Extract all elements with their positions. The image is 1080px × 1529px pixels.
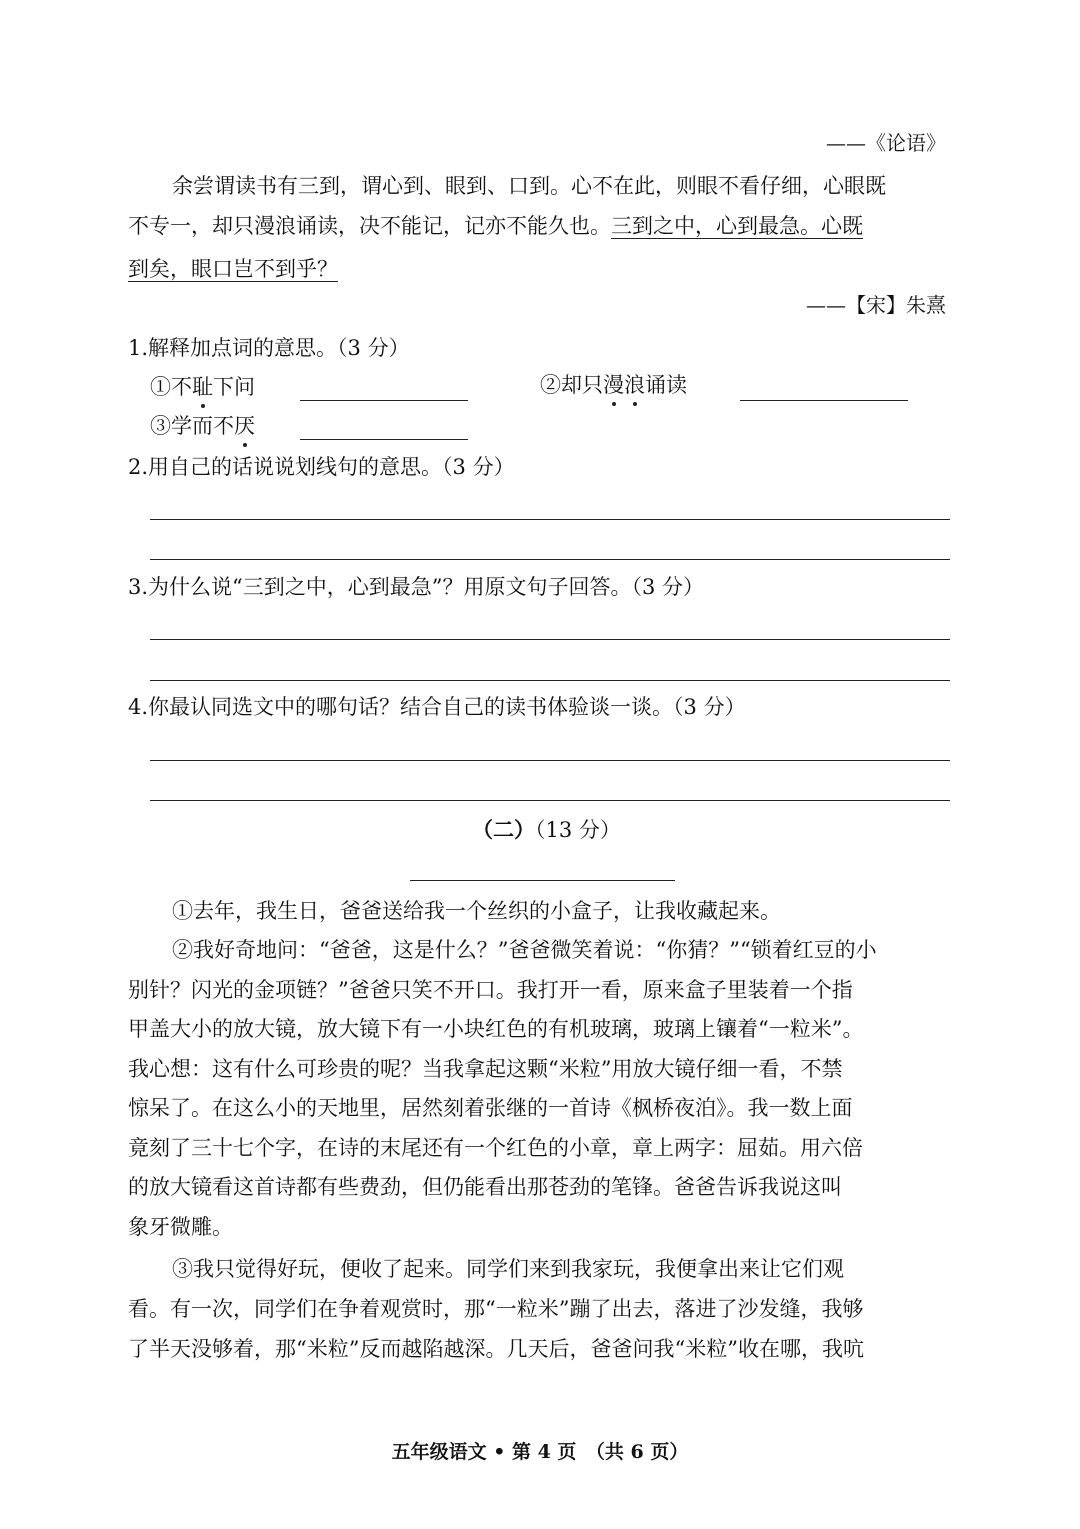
- dotted-word-chi: 耻: [192, 372, 213, 402]
- attribution-lunyu: ——《论语》: [826, 131, 946, 155]
- passage-a-line-2-text: 不专一，却只漫浪诵读，决不能记，记亦不能久也。: [128, 214, 611, 238]
- passage-a-line-1: 余尝谓读书有三到，谓心到、眼到、口到。心不在此，则眼不看仔细，心眼既: [172, 174, 886, 198]
- passage-b-line: 的放大镜看这首诗都有些费劲，但仍能看出那苍劲的笔锋。爸爸告诉我说这叫: [128, 1175, 842, 1199]
- attribution-zhuxi: ——【宋】朱熹: [806, 293, 946, 317]
- page-footer: 五年级语文 • 第 4 页 （共 6 页）: [391, 1441, 689, 1463]
- passage-b-line: 惊呆了。在这么小的天地里，居然刻着张继的一首诗《枫桥夜泊》。我一数上面: [128, 1096, 853, 1120]
- q1-item-3-answer-line[interactable]: [300, 439, 468, 440]
- q1-item-1-text-post: 下问: [213, 375, 255, 399]
- passage-b-line: 甲盖大小的放大镜，放大镜下有一小块红色的有机玻璃，玻璃上镶着“一粒米”。: [128, 1017, 864, 1041]
- section-2-title: （二）: [472, 817, 535, 842]
- underlined-sentence-part-2: 到矣，眼口岂不到乎？: [128, 257, 338, 281]
- q1-item-1-text: 不: [171, 375, 192, 399]
- passage-b-line: ②我好奇地问：“爸爸，这是什么？”爸爸微笑着说：“你猜？”“锁着红豆的小: [172, 938, 877, 962]
- q4-answer-line-1[interactable]: [150, 760, 950, 761]
- passage-b-line: 我心想：这有什么可珍贵的呢？当我拿起这颗“米粒”用放大镜仔细一看，不禁: [128, 1057, 843, 1081]
- q1-item-2-answer-line[interactable]: [740, 400, 908, 401]
- q1-item-1-answer-line[interactable]: [300, 400, 468, 401]
- section-2-score: （13 分）: [535, 818, 621, 842]
- q1-item-3-text: 学而不: [171, 414, 234, 438]
- passage-b-title-blank[interactable]: [410, 880, 675, 881]
- q1-item-1: [150, 372, 255, 402]
- q2-answer-line-1[interactable]: [150, 519, 950, 520]
- q1-item-2-number: ②: [540, 373, 561, 397]
- question-4-prompt: 4.你最认同选文中的哪句话？结合自己的读书体验谈一谈。（3 分）: [128, 695, 746, 719]
- question-2-prompt: 2.用自己的话说说划线句的意思。（3 分）: [128, 455, 515, 479]
- passage-b-line: 象牙微雕。: [128, 1215, 233, 1239]
- q1-item-3: [150, 411, 255, 441]
- passage-b-line: ①去年，我生日，爸爸送给我一个丝织的小盒子，让我收藏起来。: [172, 899, 781, 923]
- q4-answer-line-2[interactable]: [150, 800, 950, 801]
- passage-b-line: 别针？闪光的金项链？”爸爸只笑不开口。我打开一看，原来盒子里装着一个指: [128, 978, 853, 1002]
- passage-b-line: 了半天没够着，那“米粒”反而越陷越深。几天后，爸爸问我“米粒”收在哪，我吭: [128, 1337, 864, 1361]
- q3-answer-line-2[interactable]: [150, 680, 950, 681]
- dotted-word-man: 漫: [603, 370, 624, 400]
- passage-a-line-3: [128, 254, 338, 284]
- section-2-heading: [472, 815, 621, 845]
- passage-a-line-2: [128, 211, 863, 241]
- q3-answer-line-1[interactable]: [150, 639, 950, 640]
- q1-item-2-text-post: 诵读: [645, 373, 687, 397]
- dotted-word-lang: 浪: [624, 370, 645, 400]
- q1-item-2: [540, 370, 687, 400]
- underlined-sentence-part-1: 三到之中，心到最急。心既: [611, 214, 863, 238]
- passage-b-line: 竟刻了三十七个字，在诗的末尾还有一个红色的小章，章上两字：屈茹。用六倍: [128, 1136, 863, 1160]
- question-3-prompt: 3.为什么说“三到之中，心到最急”？用原文句子回答。（3 分）: [128, 575, 705, 599]
- dotted-word-yan: 厌: [234, 411, 255, 441]
- q2-answer-line-2[interactable]: [150, 559, 950, 560]
- question-1-prompt: 1.解释加点词的意思。（3 分）: [128, 336, 410, 360]
- q1-item-1-number: ①: [150, 375, 171, 399]
- passage-b-line: ③我只觉得好玩，便收了起来。同学们来到我家玩，我便拿出来让它们观: [172, 1257, 844, 1281]
- q1-item-3-number: ③: [150, 414, 171, 438]
- q1-item-2-text: 却只: [561, 373, 603, 397]
- passage-b-line: 看。有一次，同学们在争着观赏时，那“一粒米”蹦了出去，落进了沙发缝，我够: [128, 1297, 864, 1321]
